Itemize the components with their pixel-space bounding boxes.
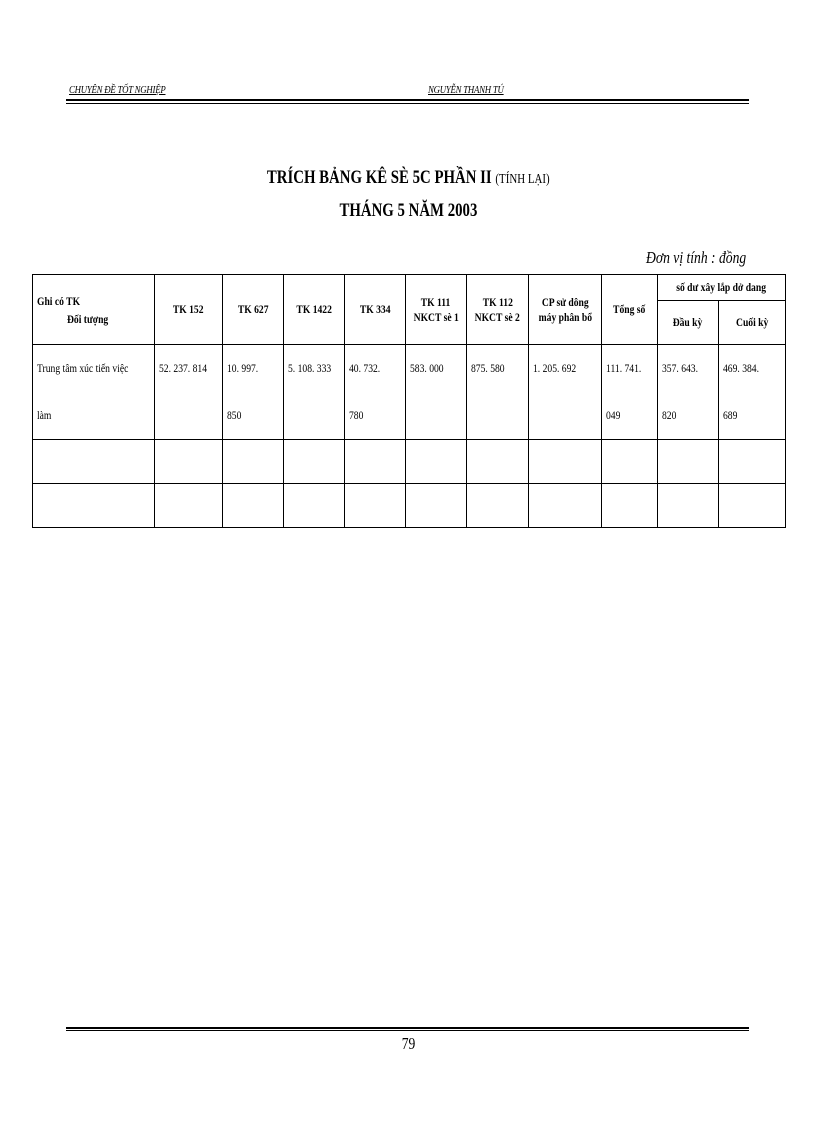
unit-label: Đơn vị tính : đồng [646, 248, 747, 267]
header-end: Cuối kỳ [719, 301, 786, 345]
cell-cp: 1. 205. 692 [529, 345, 602, 440]
header-rule-thick [66, 99, 749, 101]
header-rule-thin [66, 103, 749, 104]
cell-tk627: 10. 997. 850 [223, 345, 284, 440]
cell-object: Trung tâm xúc tiến việc làm [33, 345, 155, 440]
header-total: Tổng số [602, 275, 658, 345]
header-tk112: TK 112 NKCT sè 2 [467, 275, 529, 345]
header-tk334: TK 334 [345, 275, 406, 345]
header-tk1422: TK 1422 [284, 275, 345, 345]
title-line-2 [0, 200, 816, 222]
cell-tk334: 40. 732. 780 [345, 345, 406, 440]
cell-tk111: 583. 000 [406, 345, 467, 440]
footer-rule-thin [66, 1030, 749, 1031]
header-tk111: TK 111 NKCT sè 1 [406, 275, 467, 345]
header-author-text: NGUYỄN THANH TÚ [428, 84, 504, 96]
title-line-1 [0, 167, 816, 189]
header-tk627: TK 627 [223, 275, 284, 345]
footer-rule-thick [66, 1027, 749, 1029]
header-begin: Đầu kỳ [658, 301, 719, 345]
cell-tk112: 875. 580 [467, 345, 529, 440]
header-tk152: TK 152 [155, 275, 223, 345]
header-balance-group: số dư xây lắp dở dang [658, 275, 786, 301]
title-main: TRÍCH BẢNG KÊ SÈ 5C PHẦN II [266, 167, 492, 188]
ledger-table [32, 274, 786, 528]
cell-end: 469. 384. 689 [719, 345, 786, 440]
table-row [33, 345, 786, 440]
header-left-text: CHUYÊN ĐỀ TỐT NGHIỆP [69, 84, 166, 96]
table-row-empty [33, 440, 786, 484]
header-object: Ghi có TK Đối tượng [33, 275, 155, 345]
cell-begin: 357. 643. 820 [658, 345, 719, 440]
header-cp: CP sử dông máy phân bổ [529, 275, 602, 345]
cell-tk1422: 5. 108. 333 [284, 345, 345, 440]
cell-tk152: 52. 237. 814 [155, 345, 223, 440]
title-period: THÁNG 5 NĂM 2003 [339, 200, 477, 221]
cell-total: 111. 741. 049 [602, 345, 658, 440]
title-suffix: (TÍNH LẠI) [495, 172, 550, 187]
table-row-empty [33, 484, 786, 528]
page-number: 79 [401, 1034, 415, 1053]
